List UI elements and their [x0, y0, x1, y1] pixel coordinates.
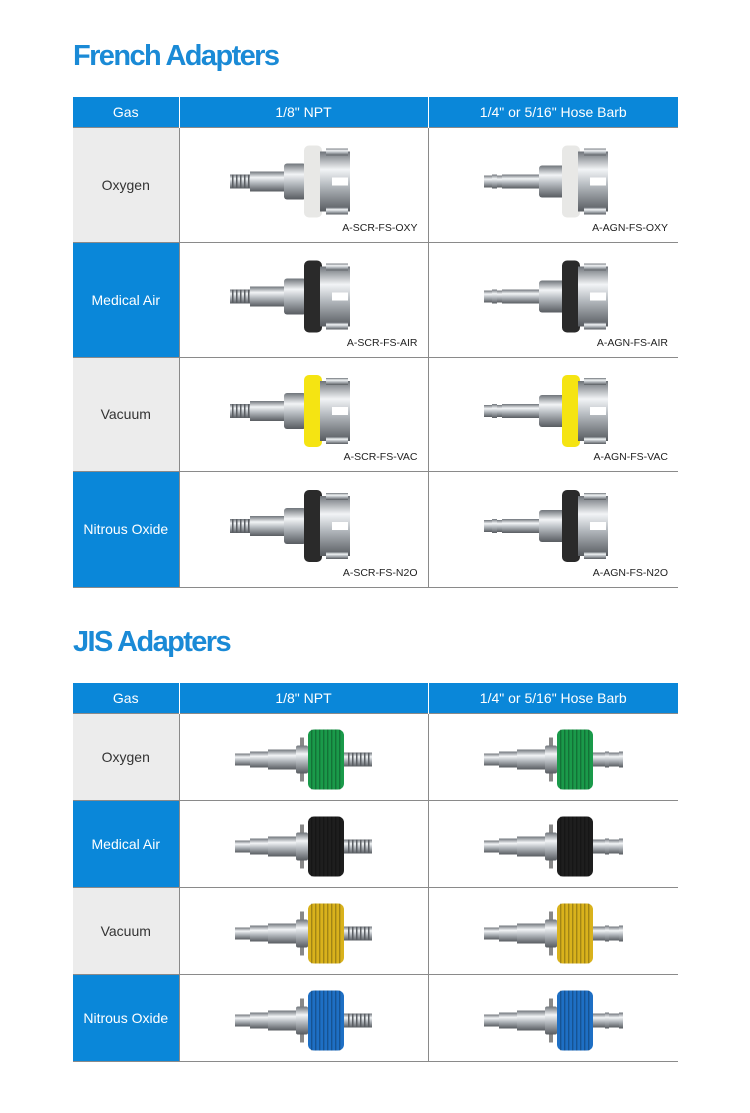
npt-adapter-cell: [179, 974, 428, 1061]
part-code: A-AGN-FS-AIR: [596, 336, 668, 349]
header-hose-barb: 1/4" or 5/16" Hose Barb: [428, 97, 678, 127]
jis-section-title: JIS Adapters: [73, 626, 231, 658]
table-row-nitrous-oxide: [73, 974, 678, 1061]
table-row-nitrous-oxide: [73, 471, 678, 587]
table-row-oxygen: [73, 127, 678, 242]
jis-npt-adapter-image: [180, 714, 429, 801]
part-code: A-SCR-FS-VAC: [343, 450, 418, 463]
npt-adapter-cell: [179, 242, 428, 357]
gas-cell: Vacuum: [73, 887, 179, 974]
gas-cell: Vacuum: [73, 357, 179, 471]
jis-barb-adapter-image: [429, 801, 679, 888]
npt-adapter-cell: [179, 471, 428, 587]
table-header-row: [73, 683, 678, 713]
jis-adapters-table: [73, 683, 678, 1062]
hose-barb-adapter-cell: [428, 127, 678, 242]
header-gas: Gas: [73, 97, 179, 127]
gas-cell: Medical Air: [73, 800, 179, 887]
part-code: A-SCR-FS-N2O: [342, 566, 418, 579]
table-row-medical-air: [73, 242, 678, 357]
npt-adapter-cell: [179, 887, 428, 974]
jis-npt-adapter-image: [180, 888, 429, 975]
jis-barb-adapter-image: [429, 888, 679, 975]
npt-adapter-cell: [179, 127, 428, 242]
french-adapters-table: [73, 97, 678, 588]
table-row-oxygen: [73, 713, 678, 800]
jis-npt-adapter-image: [180, 801, 429, 888]
gas-cell: Oxygen: [73, 127, 179, 242]
part-code: A-SCR-FS-OXY: [342, 221, 418, 234]
hose-barb-adapter-cell: [428, 974, 678, 1061]
gas-cell: Oxygen: [73, 713, 179, 800]
npt-adapter-cell: [179, 357, 428, 471]
table-row-medical-air: [73, 800, 678, 887]
gas-cell: Nitrous Oxide: [73, 471, 179, 587]
hose-barb-adapter-cell: [428, 471, 678, 587]
header-hose-barb: 1/4" or 5/16" Hose Barb: [428, 683, 678, 713]
jis-barb-adapter-image: [429, 975, 679, 1062]
jis-npt-adapter-image: [180, 975, 429, 1062]
npt-adapter-cell: [179, 713, 428, 800]
header-npt: 1/8" NPT: [179, 683, 428, 713]
hose-barb-adapter-cell: [428, 800, 678, 887]
npt-adapter-cell: [179, 800, 428, 887]
table-header-row: [73, 97, 678, 127]
header-npt: 1/8" NPT: [179, 97, 428, 127]
hose-barb-adapter-cell: [428, 713, 678, 800]
hose-barb-adapter-cell: [428, 357, 678, 471]
hose-barb-adapter-cell: [428, 887, 678, 974]
hose-barb-adapter-cell: [428, 242, 678, 357]
table-row-vacuum: [73, 887, 678, 974]
part-code: A-AGN-FS-OXY: [592, 221, 668, 234]
gas-cell: Nitrous Oxide: [73, 974, 179, 1061]
part-code: A-SCR-FS-AIR: [346, 336, 418, 349]
part-code: A-AGN-FS-VAC: [593, 450, 668, 463]
gas-cell: Medical Air: [73, 242, 179, 357]
french-section-title: French Adapters: [73, 40, 279, 72]
part-code: A-AGN-FS-N2O: [592, 566, 668, 579]
header-gas: Gas: [73, 683, 179, 713]
table-row-vacuum: [73, 357, 678, 471]
jis-barb-adapter-image: [429, 714, 679, 801]
